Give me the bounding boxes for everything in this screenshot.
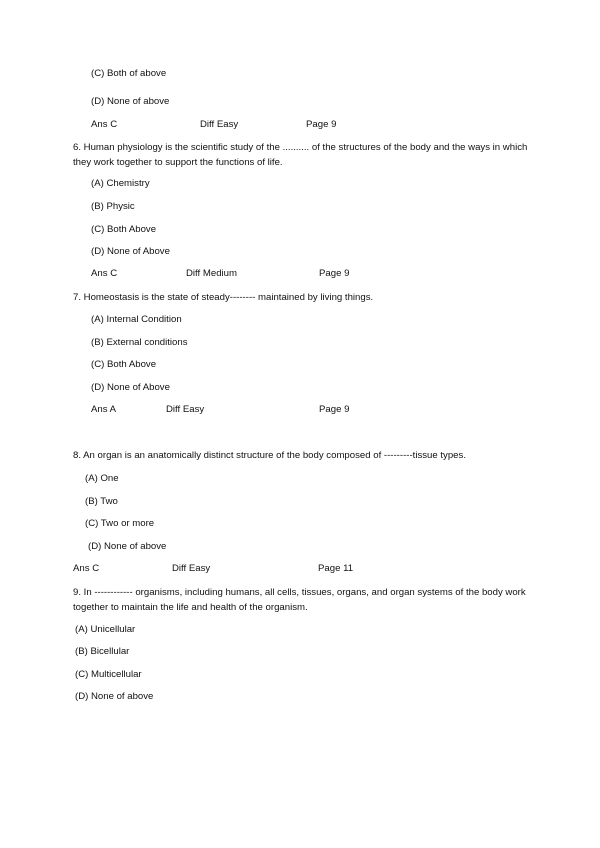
q8-option-b: (B) Two	[85, 496, 118, 507]
q8-answer: Ans C	[73, 563, 100, 574]
q7-option-d: (D) None of Above	[91, 382, 170, 393]
q5-answer: Ans C	[91, 119, 118, 130]
q9-option-b: (B) Bicellular	[75, 646, 130, 657]
q9-option-d: (D) None of above	[75, 691, 154, 702]
q6-difficulty: Diff Medium	[186, 268, 238, 279]
q8-option-d: (D) None of above	[88, 541, 167, 552]
q9-question: 9. In ------------ organisms, including humans, all cells, tissues, organs, and organ systems of the body work together to maintain the life and health of the organism.	[73, 587, 526, 613]
q7-answer: Ans A	[91, 404, 117, 415]
q5-option-d: (D) None of above	[91, 96, 170, 107]
q8-difficulty: Diff Easy	[172, 563, 211, 574]
q6-answer: Ans C	[91, 268, 118, 279]
q5-difficulty: Diff Easy	[200, 119, 239, 130]
q6-question: 6. Human physiology is the scientific study of the .......... of the structures of the body and the ways in which they work together to support the functions of life.	[73, 142, 528, 168]
q8-page: Page 11	[318, 563, 354, 574]
q9-option-c: (C) Multicellular	[75, 669, 142, 680]
q7-difficulty: Diff Easy	[166, 404, 205, 415]
q7-option-b: (B) External conditions	[91, 337, 188, 348]
q6-option-c: (C) Both Above	[91, 224, 157, 235]
q7-page: Page 9	[319, 404, 350, 415]
q8-question: 8. An organ is an anatomically distinct structure of the body composed of ---------tissue types.	[73, 450, 466, 461]
q7-question: 7. Homeostasis is the state of steady-------- maintained by living things.	[73, 292, 374, 303]
q9-option-a: (A) Unicellular	[75, 624, 136, 635]
q6-option-a: (A) Chemistry	[91, 178, 150, 189]
q8-option-c: (C) Two or more	[85, 518, 155, 529]
q7-option-a: (A) Internal Condition	[91, 314, 182, 325]
q7-option-c: (C) Both Above	[91, 359, 157, 370]
q6-option-b: (B) Physic	[91, 201, 135, 212]
q5-page: Page 9	[306, 119, 337, 130]
q6-option-d: (D) None of Above	[91, 246, 170, 257]
q8-option-a: (A) One	[85, 473, 119, 484]
q5-option-c: (C) Both of above	[91, 68, 167, 79]
q6-page: Page 9	[319, 268, 350, 279]
